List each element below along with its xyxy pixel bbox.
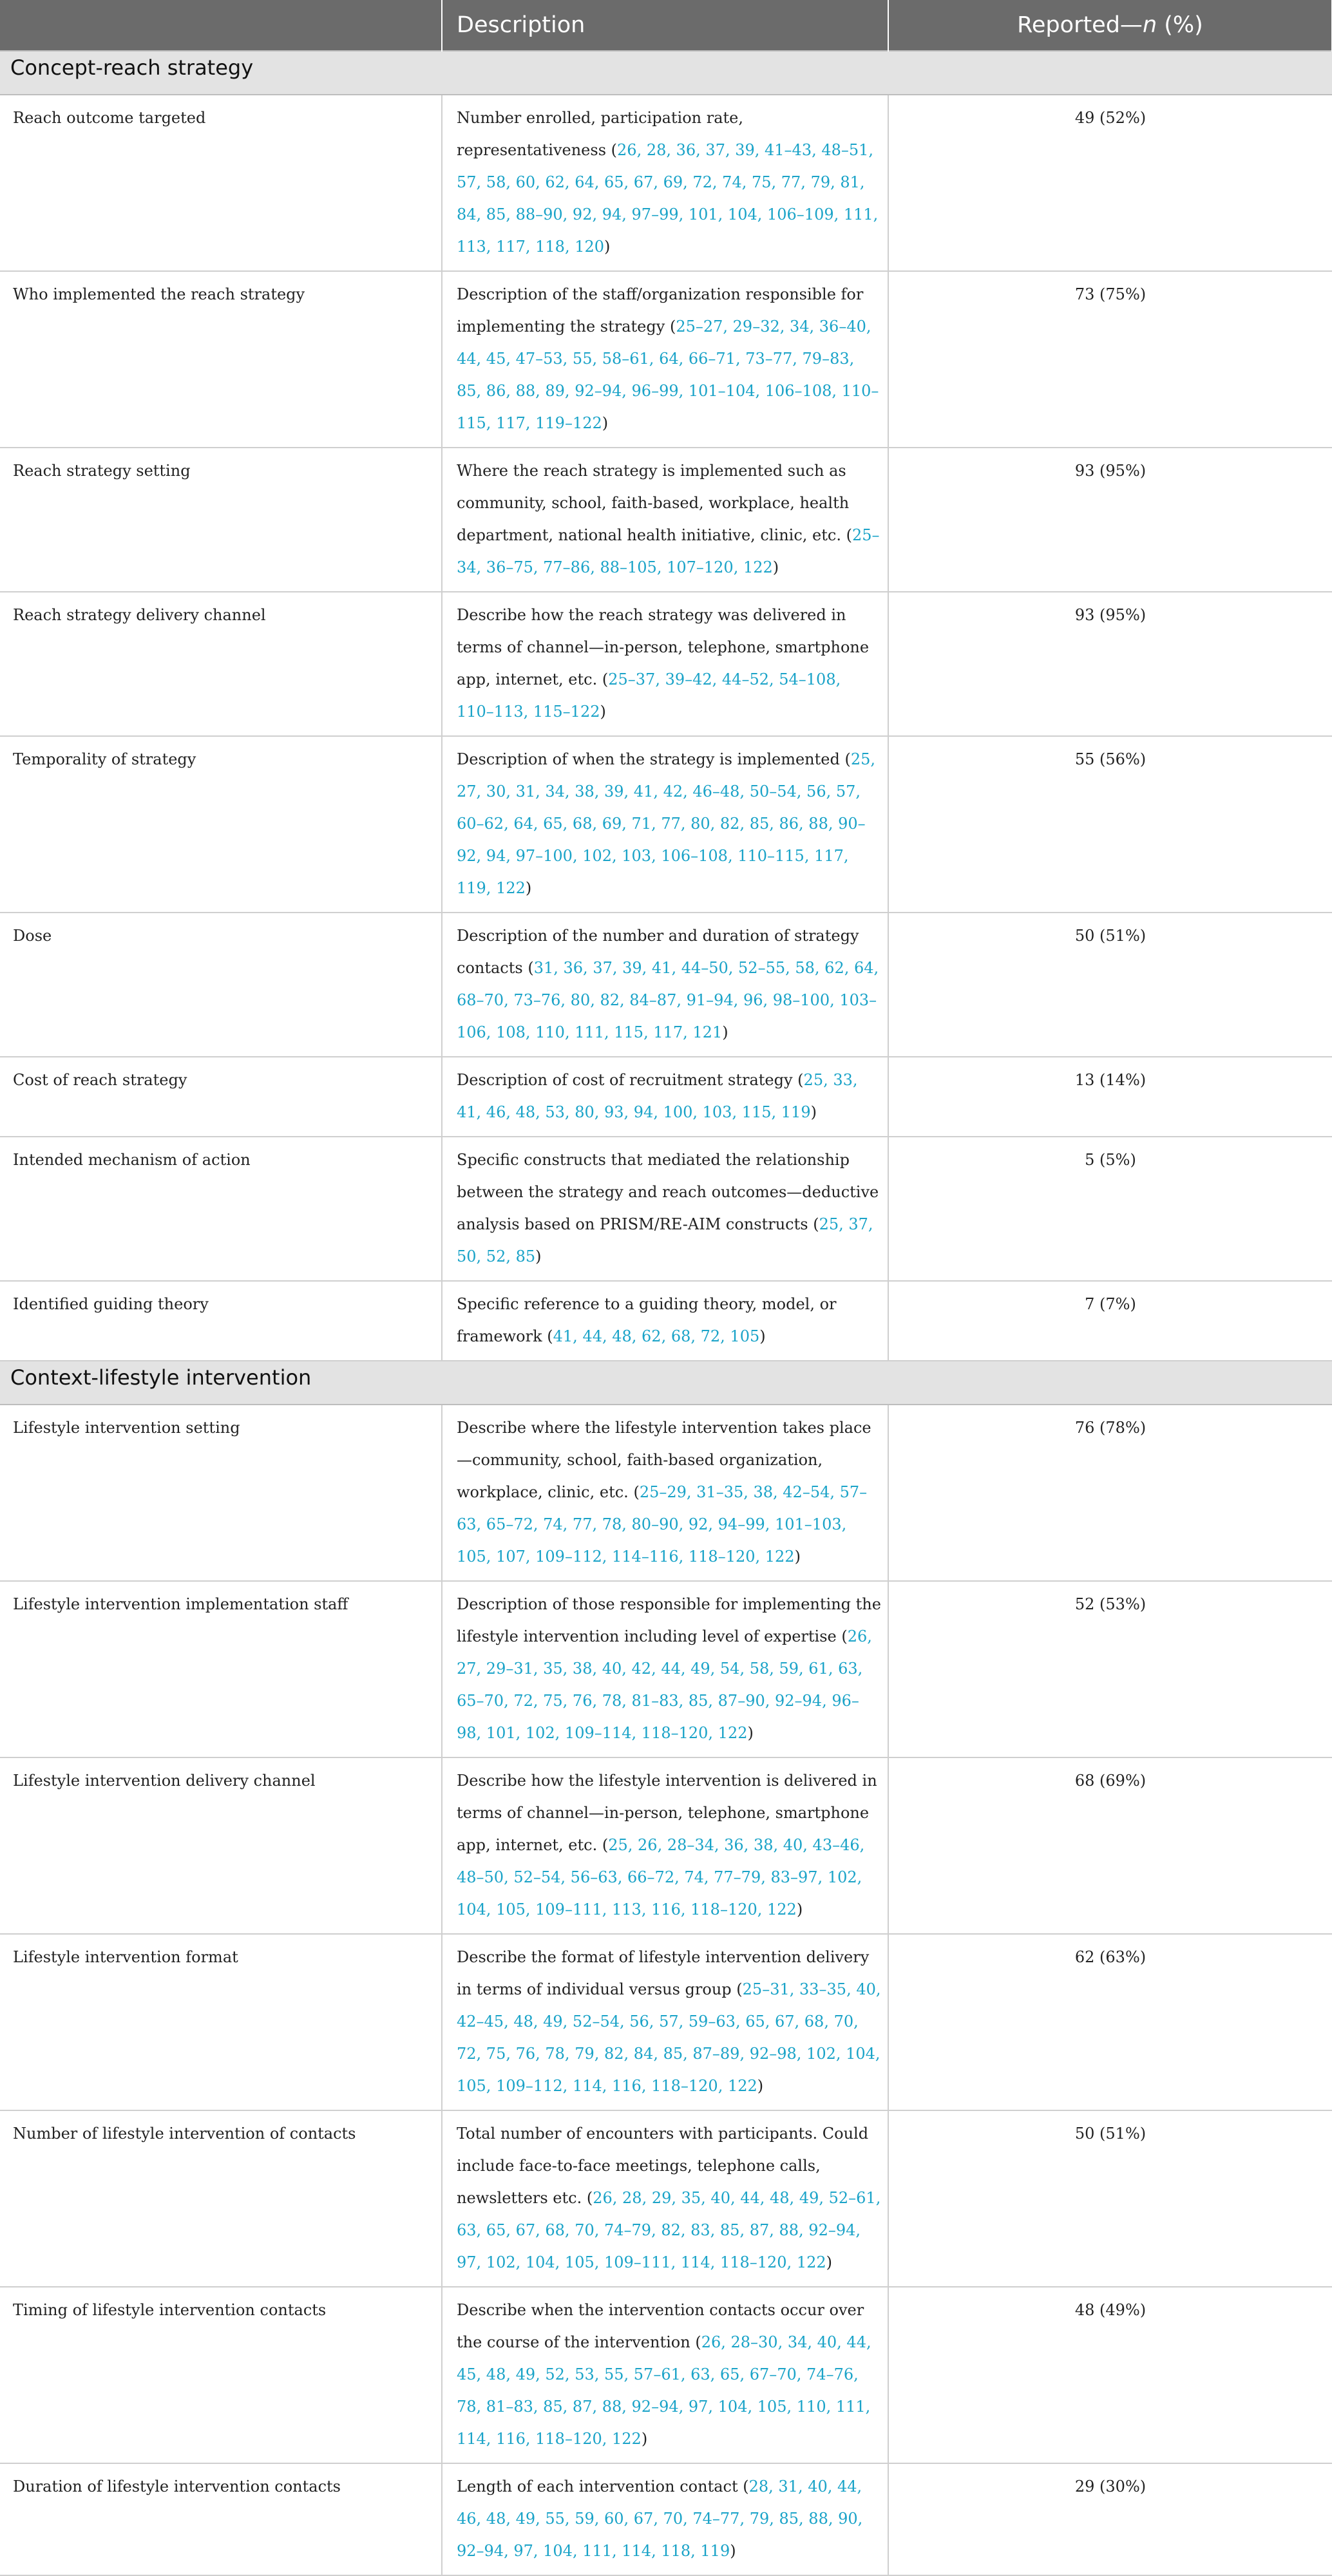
item-description: Description of cost of recruitment strategy (25, 33, 41, 46, 48, 53, 80, 93, 94, 100, 103, 115, 119) [442,1057,888,1137]
item-name: Reach strategy delivery channel [0,592,442,736]
table-row [0,448,1332,592]
reference-links[interactable]: 31, 36, 37, 39, 41, 44–50, 52–55, 58, 62, 64, 68–70, 73–76, 80, 82, 84–87, 91–94, 96, 98–100, 103–106, 108, 110, 111, 115, 117, 121 [457,959,879,1041]
reference-links[interactable]: 25–37, 39–42, 44–52, 54–108, 110–113, 115–122 [457,670,841,721]
description-text: Describe the format of lifestyle intervention delivery in terms of individual versus group [457,1948,870,1998]
item-name: Dose [0,913,442,1057]
reported-value: 93 (95%) [888,592,1332,736]
item-name: Who implemented the reach strategy [0,271,442,448]
table-header-row [0,0,1332,51]
reported-value: 52 (53%) [888,1581,1332,1757]
item-description: Description of the staff/organization responsible for implementing the strategy (25–27, 29–32, 34, 36–40, 44, 45, 47–53, 55, 58–61, 64, 66–71, 73–77, 79–83, 85, 86, 88, 89, 92–94, 96–99, 101–104, 106–108, 110–115, 117, 119–122) [442,271,888,448]
table-row [0,1281,1332,1361]
item-description: Total number of encounters with participants. Could include face-to-face meetings, telephone calls, newsletters etc. (26, 28, 29, 35, 40, 44, 48, 49, 52–61, 63, 65, 67, 68, 70, 74–79, 82, 83, 85, 87, 88, 92–94, 97, 102, 104, 105, 109–111, 114, 118–120, 122) [442,2110,888,2287]
reference-links[interactable]: 25, 37, 50, 52, 85 [457,1215,873,1265]
item-name: Identified guiding theory [0,1281,442,1361]
reference-links[interactable]: 25–34, 36–75, 77–86, 88–105, 107–120, 122 [457,526,880,576]
reference-links[interactable]: 25–29, 31–35, 38, 42–54, 57–63, 65–72, 74, 77, 78, 80–90, 92, 94–99, 101–103, 105, 107, 109–112, 114–116, 118–120, 122 [457,1483,868,1566]
table-row [0,1581,1332,1757]
reference-links[interactable]: 25, 33, 41, 46, 48, 53, 80, 93, 94, 100, 103, 115, 119 [457,1071,858,1121]
description-text: Specific reference to a guiding theory, model, or framework [457,1295,837,1345]
item-description: Where the reach strategy is implemented such as community, school, faith-based, workplace, health department, national health initiative, clinic, etc. (25–34, 36–75, 77–86, 88–105, 107–120, 122) [442,448,888,592]
description-text: Describe when the intervention contacts occur over the course of the intervention [457,2301,864,2351]
description-text: Description of the staff/organization responsible for implementing the strategy [457,285,864,336]
item-description: Specific constructs that mediated the relationship between the strategy and reach outcomes—deductive analysis based on PRISM/RE-AIM constructs (25, 37, 50, 52, 85) [442,1137,888,1281]
item-name: Timing of lifestyle intervention contacts [0,2287,442,2463]
item-name: Number of lifestyle intervention of contacts [0,2110,442,2287]
item-description: Length of each intervention contact (28, 31, 40, 44, 46, 48, 49, 55, 59, 60, 67, 70, 74–77, 79, 85, 88, 90, 92–94, 97, 104, 111, 114, 118, 119) [442,2463,888,2575]
section-header-row [0,1361,1332,1405]
item-name: Lifestyle intervention implementation staff [0,1581,442,1757]
item-description: Describe where the lifestyle intervention takes place—community, school, faith-based organization, workplace, clinic, etc. (25–29, 31–35, 38, 42–54, 57–63, 65–72, 74, 77, 78, 80–90, 92, 94–99, 101–103, 105, 107, 109–112, 114–116, 118–120, 122) [442,1405,888,1581]
item-name: Temporality of strategy [0,736,442,913]
description-text: Description of those responsible for implementing the lifestyle intervention including level of expertise [457,1595,881,1645]
section-header-row [0,51,1332,95]
reference-links[interactable]: 28, 31, 40, 44, 46, 48, 49, 55, 59, 60, 67, 70, 74–77, 79, 85, 88, 90, 92–94, 97, 104, 111, 114, 118, 119 [457,2477,863,2560]
item-name: Reach strategy setting [0,448,442,592]
item-name: Cost of reach strategy [0,1057,442,1137]
header-reported-n: n [1142,12,1157,38]
description-text: Total number of encounters with participants. Could include face-to-face meetings, telephone calls, newsletters etc. [457,2125,869,2207]
item-description: Describe when the intervention contacts occur over the course of the intervention (26, 28–30, 34, 40, 44, 45, 48, 49, 52, 53, 55, 57–61, 63, 65, 67–70, 74–76, 78, 81–83, 85, 87, 88, 92–94, 97, 104, 105, 110, 111, 114, 116, 118–120, 122) [442,2287,888,2463]
reported-value: 73 (75%) [888,271,1332,448]
header-reported-suffix: (%) [1157,12,1203,38]
item-description: Describe how the reach strategy was delivered in terms of channel—in-person, telephone, smartphone app, internet, etc. (25–37, 39–42, 44–52, 54–108, 110–113, 115–122) [442,592,888,736]
table-row [0,1057,1332,1137]
description-text: Description of cost of recruitment strategy [457,1071,798,1089]
item-description: Description of the number and duration of strategy contacts (31, 36, 37, 39, 41, 44–50, 52–55, 58, 62, 64, 68–70, 73–76, 80, 82, 84–87, 91–94, 96, 98–100, 103–106, 108, 110, 111, 115, 117, 121) [442,913,888,1057]
description-text: Specific constructs that mediated the relationship between the strategy and reach outcomes—deductive analysis based on PRISM/RE-AIM constructs [457,1151,879,1233]
table-row [0,1934,1332,2110]
item-description: Describe how the lifestyle intervention is delivered in terms of channel—in-person, telephone, smartphone app, internet, etc. (25, 26, 28–34, 36, 38, 40, 43–46, 48–50, 52–54, 56–63, 66–72, 74, 77–79, 83–97, 102, 104, 105, 109–111, 113, 116, 118–120, 122) [442,1757,888,1934]
item-name: Lifestyle intervention setting [0,1405,442,1581]
item-description: Description of when the strategy is implemented (25, 27, 30, 31, 34, 38, 39, 41, 42, 46–48, 50–54, 56, 57, 60–62, 64, 65, 68, 69, 71, 77, 80, 82, 85, 86, 88, 90–92, 94, 97–100, 102, 103, 106–108, 110–115, 117, 119, 122) [442,736,888,913]
reported-value: 50 (51%) [888,2110,1332,2287]
table-row [0,592,1332,736]
description-text: Description of when the strategy is implemented [457,750,845,768]
reference-links[interactable]: 26, 27, 29–31, 35, 38, 40, 42, 44, 49, 54, 58, 59, 61, 63, 65–70, 72, 75, 76, 78, 81–83, 85, 87–90, 92–94, 96–98, 101, 102, 109–114, 118–120, 122 [457,1627,872,1742]
reported-value: 55 (56%) [888,736,1332,913]
table-row [0,2463,1332,2575]
reference-links[interactable]: 26, 28, 29, 35, 40, 44, 48, 49, 52–61, 63, 65, 67, 68, 70, 74–79, 82, 83, 85, 87, 88, 92–94, 97, 102, 104, 105, 109–111, 114, 118–120, 122 [457,2189,881,2271]
table-row [0,2110,1332,2287]
table-row [0,1405,1332,1581]
reference-links[interactable]: 25–31, 33–35, 40, 42–45, 48, 49, 52–54, 56, 57, 59–63, 65, 67, 68, 70, 72, 75, 76, 78, 79, 82, 84, 85, 87–89, 92–98, 102, 104, 105, 109–112, 114, 116, 118–120, 122 [457,1980,881,2095]
item-name: Lifestyle intervention format [0,1934,442,2110]
item-description: Description of those responsible for implementing the lifestyle intervention including level of expertise (26, 27, 29–31, 35, 38, 40, 42, 44, 49, 54, 58, 59, 61, 63, 65–70, 72, 75, 76, 78, 81–83, 85, 87–90, 92–94, 96–98, 101, 102, 109–114, 118–120, 122) [442,1581,888,1757]
description-text: Description of the number and duration of strategy contacts [457,927,859,977]
description-text: Describe where the lifestyle intervention takes place—community, school, faith-based organization, workplace, clinic, etc. [457,1419,871,1501]
table-body [0,51,1332,2575]
reported-value: 5 (5%) [888,1137,1332,1281]
description-text: Describe how the reach strategy was delivered in terms of channel—in-person, telephone, smartphone app, internet, etc. [457,606,870,688]
table-row [0,2287,1332,2463]
item-description: Number enrolled, participation rate, representativeness (26, 28, 36, 37, 39, 41–43, 48–51, 57, 58, 60, 62, 64, 65, 67, 69, 72, 74, 75, 77, 79, 81, 84, 85, 88–90, 92, 94, 97–99, 101, 104, 106–109, 111, 113, 117, 118, 120) [442,95,888,271]
item-name: Reach outcome targeted [0,95,442,271]
reference-links[interactable]: 25, 27, 30, 31, 34, 38, 39, 41, 42, 46–48, 50–54, 56, 57, 60–62, 64, 65, 68, 69, 71, 77, 80, 82, 85, 86, 88, 90–92, 94, 97–100, 102, 103, 106–108, 110–115, 117, 119, 122 [457,750,875,897]
header-reported-prefix: Reported— [1017,12,1143,38]
reference-links[interactable]: 26, 28, 36, 37, 39, 41–43, 48–51, 57, 58, 60, 62, 64, 65, 67, 69, 72, 74, 75, 77, 79, 81, 84, 85, 88–90, 92, 94, 97–99, 101, 104, 106–109, 111, 113, 117, 118, 120 [457,141,879,256]
reported-value: 49 (52%) [888,95,1332,271]
reference-links[interactable]: 25–27, 29–32, 34, 36–40, 44, 45, 47–53, 55, 58–61, 64, 66–71, 73–77, 79–83, 85, 86, 88, 89, 92–94, 96–99, 101–104, 106–108, 110–115, 117, 119–122 [457,317,879,432]
reported-value: 68 (69%) [888,1757,1332,1934]
description-text: Number enrolled, participation rate, representativeness [457,109,744,159]
reported-value: 29 (30%) [888,2463,1332,2575]
table-row [0,271,1332,448]
reported-value: 13 (14%) [888,1057,1332,1137]
item-name: Intended mechanism of action [0,1137,442,1281]
table-row [0,95,1332,271]
reference-links[interactable]: 26, 28–30, 34, 40, 44, 45, 48, 49, 52, 53, 55, 57–61, 63, 65, 67–70, 74–76, 78, 81–83, 85, 87, 88, 92–94, 97, 104, 105, 110, 111, 114, 116, 118–120, 122 [457,2333,871,2448]
header-item [0,0,442,51]
reported-value: 50 (51%) [888,913,1332,1057]
reported-value: 48 (49%) [888,2287,1332,2463]
reference-links[interactable]: 41, 44, 48, 62, 68, 72, 105 [553,1327,760,1345]
reported-value: 76 (78%) [888,1405,1332,1581]
reported-value: 7 (7%) [888,1281,1332,1361]
item-description: Describe the format of lifestyle intervention delivery in terms of individual versus group (25–31, 33–35, 40, 42–45, 48, 49, 52–54, 56, 57, 59–63, 65, 67, 68, 70, 72, 75, 76, 78, 79, 82, 84, 85, 87–89, 92–98, 102, 104, 105, 109–112, 114, 116, 118–120, 122) [442,1934,888,2110]
description-text: Describe how the lifestyle intervention is delivered in terms of channel—in-person, telephone, smartphone app, internet, etc. [457,1772,877,1854]
item-name: Duration of lifestyle intervention contacts [0,2463,442,2575]
item-name: Lifestyle intervention delivery channel [0,1757,442,1934]
reported-value: 62 (63%) [888,1934,1332,2110]
description-text: Where the reach strategy is implemented such as community, school, faith-based, workplace, health department, national health initiative, clinic, etc. [457,462,850,544]
description-text: Length of each intervention contact [457,2477,743,2496]
section-title: Context-lifestyle intervention [0,1361,1332,1405]
table-row [0,913,1332,1057]
reference-links[interactable]: 25, 26, 28–34, 36, 38, 40, 43–46, 48–50, 52–54, 56–63, 66–72, 74, 77–79, 83–97, 102, 104, 105, 109–111, 113, 116, 118–120, 122 [457,1836,865,1918]
table-row [0,1757,1332,1934]
reported-value: 93 (95%) [888,448,1332,592]
header-description: Description [442,0,888,51]
header-reported [888,0,1332,51]
section-title: Concept-reach strategy [0,51,1332,95]
table-row [0,1137,1332,1281]
item-description: Specific reference to a guiding theory, model, or framework (41, 44, 48, 62, 68, 72, 105) [442,1281,888,1361]
table-row [0,736,1332,913]
